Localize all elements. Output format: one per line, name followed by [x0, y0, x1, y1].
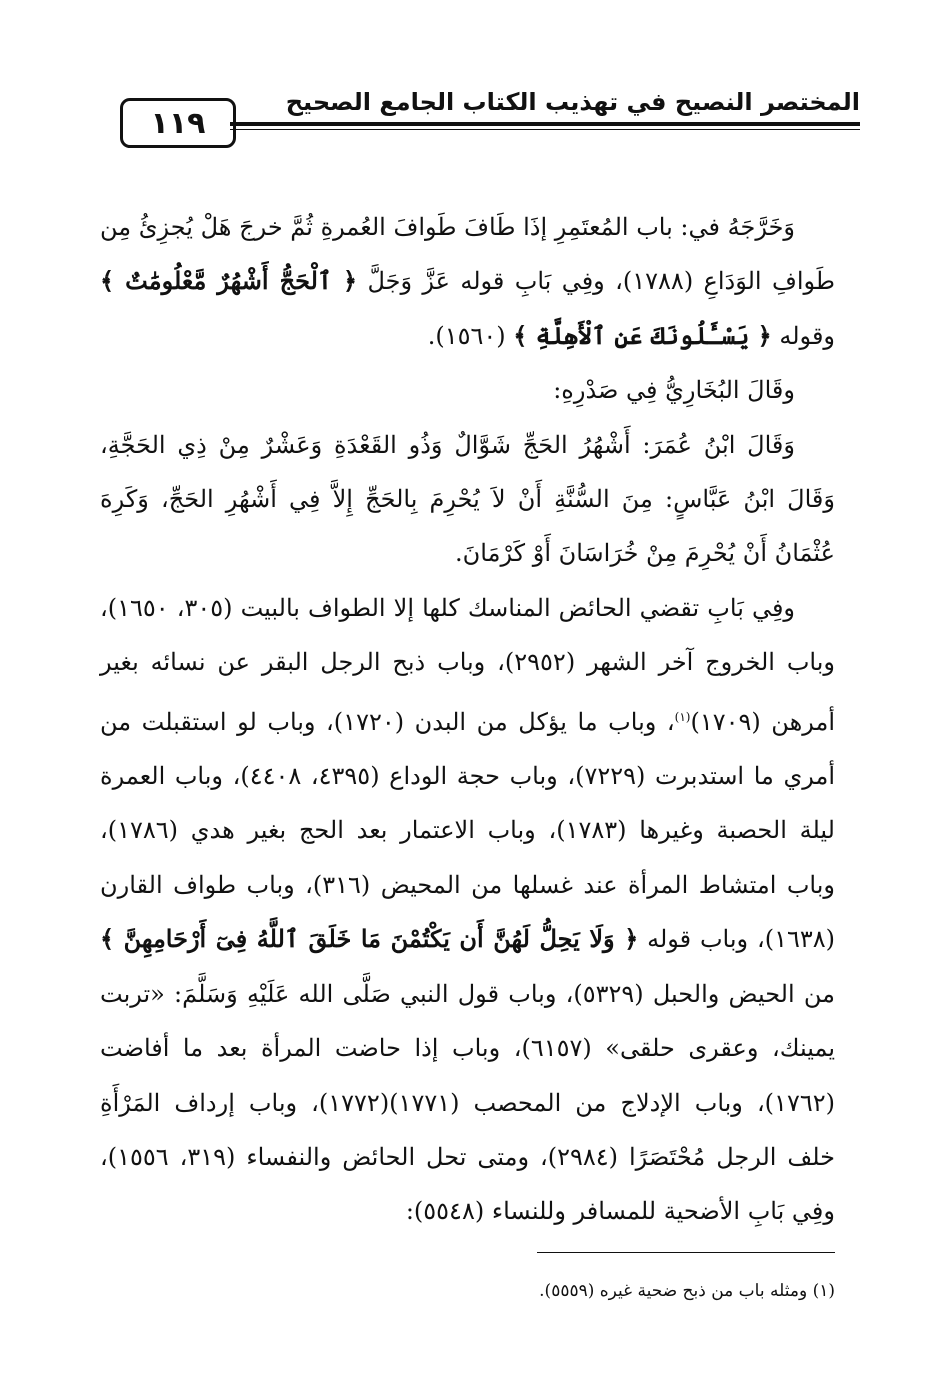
- page-number: ١١٩: [120, 98, 236, 148]
- quran-verse: ﴿ وَلَا يَحِلُّ لَهُنَّ أَن يَكْتُمْنَ مَا خَلَقَ ٱللَّهُ فِىٓ أَرْحَامِهِنَّ ﴾: [100, 924, 639, 954]
- text-span: وفِي بَابِ تقضي الحائض المناسك كلها إلا الطواف بالبيت (٣٠٥، ١٦٥٠)، وباب الخروج آخر الشهر (٢٩٥٢)، وباب ذبح الرجل البقر عن نسائه بغير أمرهن (١٧٠٩): [100, 593, 836, 736]
- book-title: المختصر النصيح في تهذيب الكتاب الجامع الصحيح: [285, 88, 860, 116]
- text-span: وَخَرَّجَهُ في: باب المُعتَمِرِ إذَا طَافَ طَوافَ العُمرةِ ثُمَّ خرجَ هَلْ يُجزِئُ مِن طَوافِ الوَدَاعِ (١٧٨٨)، وفِي بَابِ قوله عَزَّ وَجَلَّ: [100, 213, 835, 296]
- text-span: (١٥٦٠).: [427, 321, 506, 350]
- footnote: (١) ومثله باب من ذبح ضحية غيره (٥٥٥٩).: [539, 1281, 835, 1301]
- header-rule: [230, 122, 860, 126]
- paragraph-1: [100, 200, 835, 363]
- text-span: وقوله: [779, 321, 835, 350]
- paragraph-3: وَقَالَ ابْنُ عُمَرَ: أَشْهُرُ الحَجِّ شَوَّالٌ وَذُو القَعْدَةِ وَعَشْرٌ مِنْ ذِي الحَجَّةِ، وَقَالَ ابْنُ عَبَّاسٍ: مِنَ السُّنَّةِ أَنْ لاَ يُحْرِمَ بِالحَجِّ إِلاَّ فِي أَشْهُرِ الحَجِّ، وَكَرِهَ عُثْمَانُ أَنْ يُحْرِمَ مِنْ خُرَاسَانَ أَوْ كَرْمَانَ.: [100, 430, 835, 568]
- page-header: [100, 80, 860, 160]
- footnote-marker: (١): [674, 709, 691, 724]
- header-rule-thin: [230, 129, 860, 130]
- footnote-separator: [537, 1252, 835, 1253]
- main-text: [100, 200, 835, 1239]
- text-span: من الحيض والحبل (٥٣٢٩)، وباب قول النبي صَلَّى الله عَلَيْهِ وَسَلَّمَ: «تربت يمينك، وعقرى حلقى» (٦١٥٧)، وباب إذا حاضت المرأة بعد ما أفاضت (١٧٦٢)، وباب الإدلاج من المحصب (١٧٧١)(١٧٧٢)، وباب إرداف المَرْأَةِ خلف الرجل مُحْتَصَرًا (٢٩٨٤)، ومتى تحل الحائض والنفساء (٣١٩، ١٥٥٦)، وفِي بَابِ الأضحية للمسافر وللنساء (٥٥٤٨):: [100, 979, 835, 1226]
- paragraph-4: [100, 581, 835, 1239]
- text-span: ، وباب ما يؤكل من البدن (١٧٢٠)، وباب لو استقبلت من أمري ما استدبرت (٧٢٢٩)، وباب حجة الوداع (٤٣٩٥، ٤٤٠٨)، وباب العمرة ليلة الحصبة وغيرها (١٧٨٣)، وباب الاعتمار بعد الحج بغير هدي (١٧٨٦)، وباب امتشاط المرأة عند غسلها من المحيض (٣١٦)، وباب طواف القارن (١٦٣٨)، وباب قوله: [100, 707, 836, 954]
- quran-verse: ﴿ ٱلْحَجُّ أَشْهُرٌ مَّعْلُومَٰتٌ ﴾: [100, 266, 358, 296]
- quran-verse: ﴿ يَسْـَٔلُونَكَ عَنِ ٱلْأَهِلَّةِ ﴾: [513, 320, 772, 350]
- paragraph-2: وقَالَ البُخَارِيُّ فِي صَدْرِهِ:: [553, 376, 795, 405]
